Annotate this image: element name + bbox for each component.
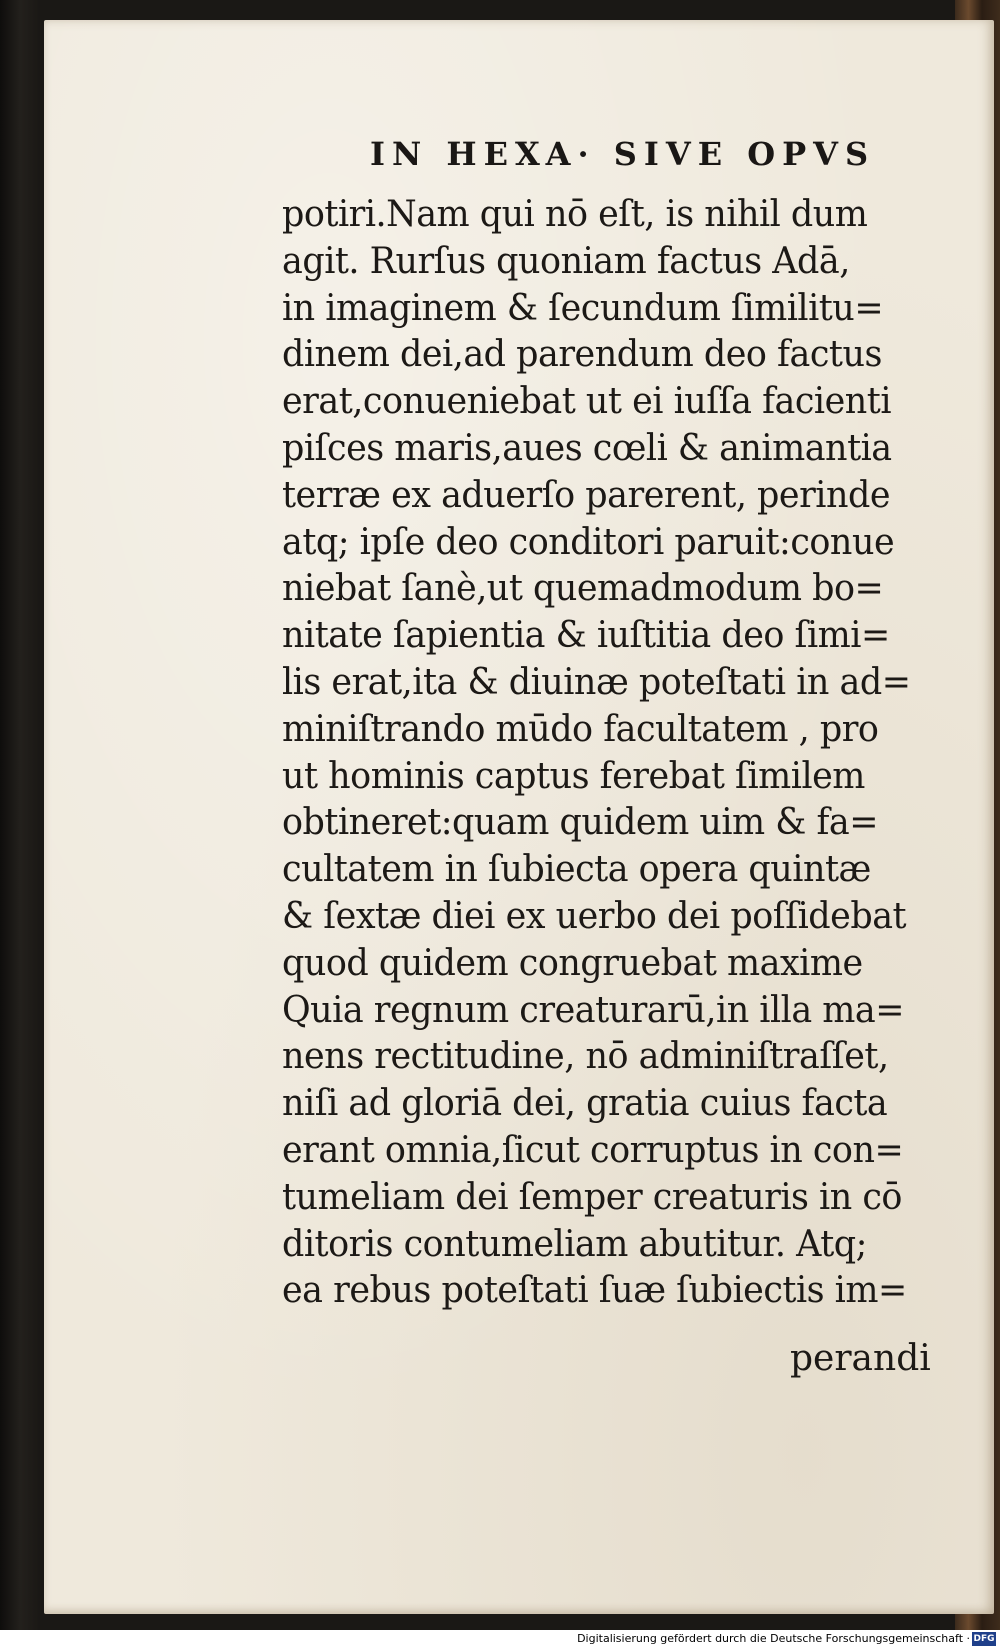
footer-bar (0, 1630, 1000, 1649)
text-line: Quia regnum creaturarū,in illa ma= (282, 989, 905, 1031)
text-line: terræ ex aduerſo parerent, perinde (282, 474, 891, 516)
text-line: cultatem in ſubiecta opera quintæ (282, 849, 871, 891)
text-line: ut hominis captus ferebat ſimilem (282, 755, 865, 797)
text-line: erant omnia,ſicut corruptus in con= (282, 1129, 904, 1171)
text-line: quod quidem congruebat maxime (282, 942, 863, 984)
text-line: & ſextæ diei ex uerbo dei poſſidebat (282, 895, 907, 937)
text-line: piſces maris,aues cœli & animantia (282, 427, 892, 469)
running-head: IN HEXA· SIVE OPVS (370, 135, 876, 173)
text-line: nens rectitudine, nō adminiſtraſſet, (282, 1036, 889, 1078)
text-line: lis erat,ita & diuinæ poteſtati in ad= (282, 661, 911, 703)
text-line: nitate ſapientia & iuſtitia deo ſimi= (282, 615, 890, 657)
digitization-credit: Digitalisierung gefördert durch die Deutsche Forschungsgemeinschaft · (577, 1632, 970, 1645)
text-line: tumeliam dei ſemper creaturis in cō (282, 1176, 902, 1218)
text-line: potiri.Nam qui nō eſt, is nihil dum (282, 194, 868, 235)
text-line: atq; ipſe deo conditori paruit:conue (282, 521, 895, 563)
text-line: ea rebus poteſtati ſuæ ſubiectis im= (282, 1270, 907, 1312)
text-line: niebat ſanè,ut quemadmodum bo= (282, 568, 884, 610)
text-line: in imaginem & ſecundum ſimilitu= (282, 287, 884, 329)
text-line: miniſtrando mūdo facultatem , pro (282, 708, 879, 750)
text-line: agit. Rurſus quoniam factus Adā, (282, 240, 850, 282)
text-line: erat,conueniebat ut ei iuſſa facienti (282, 381, 892, 423)
text-line: niſi ad gloriā dei, gratia cuius facta (282, 1083, 888, 1125)
dfg-logo: DFG (973, 1634, 995, 1644)
text-block (282, 192, 942, 1315)
text-line: dinem dei,ad parendum deo factus (282, 334, 882, 376)
text-line: ditoris contumeliam abutitur. Atq; (282, 1223, 867, 1265)
text-line: obtineret:quam quidem uim & fa= (282, 802, 879, 844)
catchword: perandi (790, 1338, 931, 1379)
